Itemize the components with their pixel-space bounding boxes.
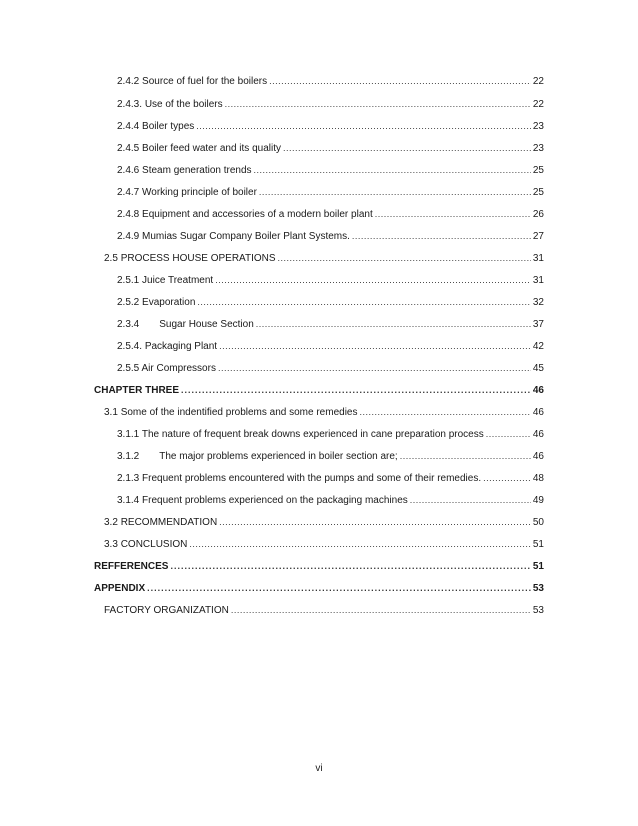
dot-leader (352, 230, 531, 243)
dot-leader (259, 186, 531, 199)
dot-leader (170, 560, 530, 573)
toc-page-number: 53 (532, 583, 544, 594)
toc-entry-label: 2.1.3 Frequent problems encountered with the pumps and some of their remedies. (117, 473, 482, 484)
toc-page-number: 46 (532, 451, 544, 462)
toc-entry-label: 3.3 CONCLUSION (104, 539, 188, 550)
toc-entry-2-4-3[interactable] (117, 98, 544, 111)
dot-leader (225, 98, 531, 111)
toc-entry-label: 3.1.4 Frequent problems experienced on the packaging machines (117, 495, 408, 506)
dot-leader (231, 604, 531, 617)
toc-entry-3-3[interactable] (104, 538, 544, 551)
toc-entry-label: 2.5 PROCESS HOUSE OPERATIONS (104, 253, 276, 264)
toc-page-number: 42 (532, 341, 544, 352)
dot-leader (410, 494, 531, 507)
toc-entry-3-1-1[interactable] (117, 428, 544, 441)
dot-leader (400, 450, 531, 463)
dot-leader (256, 318, 531, 331)
toc-page-number: 25 (532, 165, 544, 176)
toc-page-number: 46 (532, 429, 544, 440)
toc-entry-label: 2.3.4 Sugar House Section (117, 319, 254, 330)
toc-entry-factory-organization[interactable] (104, 604, 544, 617)
dot-leader (219, 340, 531, 353)
toc-entry-label: 3.1.1 The nature of frequent break downs experienced in cane preparation process (117, 429, 484, 440)
toc-entry-chapter-three[interactable] (94, 384, 544, 397)
dot-leader (486, 428, 531, 441)
toc-page-number: 51 (532, 561, 544, 572)
toc-entry-label: 2.4.6 Steam generation trends (117, 165, 252, 176)
toc-page-number: 45 (532, 363, 544, 374)
dot-leader (181, 384, 531, 397)
dot-leader (483, 472, 531, 485)
dot-leader (278, 252, 531, 265)
toc-page-number: 31 (532, 253, 544, 264)
dot-leader (197, 296, 530, 309)
toc-page-number: 53 (532, 605, 544, 616)
toc-entry-2-4-8[interactable] (117, 208, 544, 221)
toc-entry-2-1-3[interactable] (117, 472, 544, 485)
toc-entry-3-1-4[interactable] (117, 494, 544, 507)
toc-page-number: 22 (532, 76, 544, 87)
toc-entry-label: 3.1.2 The major problems experienced in boiler section are; (117, 451, 398, 462)
toc-entry-label: CHAPTER THREE (94, 385, 180, 396)
toc-entry-2-4-6[interactable] (117, 164, 544, 177)
toc-entry-label: APPENDIX (94, 583, 146, 594)
toc-entry-2-4-4[interactable] (117, 120, 544, 133)
toc-page-number: 22 (532, 99, 544, 110)
toc-page-number: 25 (532, 187, 544, 198)
dot-leader (147, 582, 531, 595)
toc-entry-2-4-2[interactable] (117, 75, 544, 88)
toc-entry-3-1-2[interactable] (117, 450, 544, 463)
toc-page-number: 26 (532, 209, 544, 220)
toc-page-number: 23 (532, 143, 544, 154)
dot-leader (189, 538, 531, 551)
toc-entry-2-5-4[interactable] (117, 340, 544, 353)
dot-leader (215, 274, 531, 287)
dot-leader (283, 142, 531, 155)
page-number-footer: vi (315, 763, 323, 774)
toc-entry-2-4-5[interactable] (117, 142, 544, 155)
toc-entry-label: 2.4.8 Equipment and accessories of a modern boiler plant (117, 209, 373, 220)
dot-leader (269, 75, 531, 88)
toc-entry-label: 2.4.2 Source of fuel for the boilers (117, 76, 268, 87)
toc-entry-2-4-7[interactable] (117, 186, 544, 199)
toc-page-number: 31 (532, 275, 544, 286)
toc-page-number: 32 (532, 297, 544, 308)
toc-entry-2-5-5[interactable] (117, 362, 544, 375)
dot-leader (359, 406, 530, 419)
toc-entry-label: 2.5.2 Evaporation (117, 297, 196, 308)
toc-page-number: 46 (532, 407, 544, 418)
toc-entry-label: 2.5.4. Packaging Plant (117, 341, 218, 352)
toc-entry-label: 3.1 Some of the indentified problems and some remedies (104, 407, 358, 418)
toc-entry-label: 2.5.1 Juice Treatment (117, 275, 214, 286)
toc-entry-label: 2.5.5 Air Compressors (117, 363, 216, 374)
toc-entry-3-1[interactable] (104, 406, 544, 419)
toc-entry-2-3-4[interactable] (117, 318, 544, 331)
toc-entry-label: REFFERENCES (94, 561, 169, 572)
toc-entry-label: 2.4.5 Boiler feed water and its quality (117, 143, 281, 154)
toc-page-number: 23 (532, 121, 544, 132)
toc-entry-label: 2.4.3. Use of the boilers (117, 99, 223, 110)
dot-leader (196, 120, 531, 133)
toc-entry-label: 3.2 RECOMMENDATION (104, 517, 218, 528)
toc-entry-label: 2.4.4 Boiler types (117, 121, 195, 132)
dot-leader (219, 516, 531, 529)
toc-page-number: 27 (532, 231, 544, 242)
toc-entry-3-2[interactable] (104, 516, 544, 529)
toc-entry-label: 2.4.9 Mumias Sugar Company Boiler Plant Systems. (117, 231, 350, 242)
toc-page-number: 48 (532, 473, 544, 484)
toc-entry-2-5[interactable] (104, 252, 544, 265)
toc-entry-references[interactable] (94, 560, 544, 573)
toc-entry-2-5-1[interactable] (117, 274, 544, 287)
toc-entry-2-5-2[interactable] (117, 296, 544, 309)
dot-leader (375, 208, 531, 221)
toc-entry-2-4-9[interactable] (117, 230, 544, 243)
dot-leader (254, 164, 531, 177)
toc-page-number: 51 (532, 539, 544, 550)
toc-page-number: 50 (532, 517, 544, 528)
toc-entry-label: FACTORY ORGANIZATION (104, 605, 229, 616)
dot-leader (218, 362, 531, 375)
toc-entry-label: 2.4.7 Working principle of boiler (117, 187, 257, 198)
toc-page-number: 46 (532, 385, 544, 396)
toc-page-number: 37 (532, 319, 544, 330)
toc-entry-appendix[interactable] (94, 582, 544, 595)
toc-page-number: 49 (532, 495, 544, 506)
